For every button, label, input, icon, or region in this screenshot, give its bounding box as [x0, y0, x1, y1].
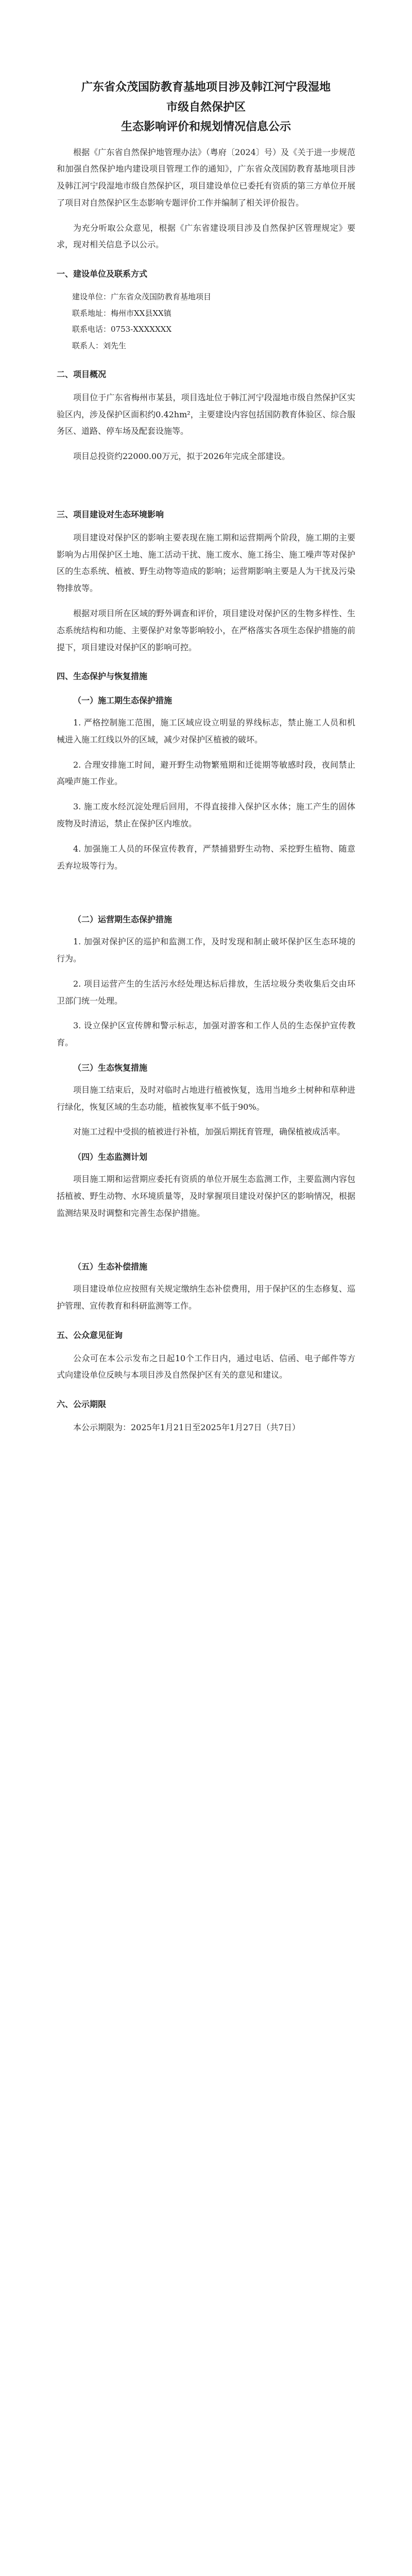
- paragraph: 2. 项目运营产生的生活污水经处理达标后排放，生活垃圾分类收集后交由环卫部门统一处理。: [57, 978, 355, 1006]
- paragraph: 2. 合理安排施工时间，避开野生动物繁殖期和迁徙期等敏感时段，夜间禁止高噪声施工作业。: [57, 759, 355, 787]
- section-heading: 二、项目概况: [57, 369, 107, 380]
- paragraph: 项目建设对保护区的影响主要表现在施工期和运营期两个阶段，施工期的主要影响为占用保护区土地、施工活动干扰、施工废水、施工扬尘、施工噪声等对保护区的生态系统、植被、野生动物等造成的影响；运营期影响主要是人为干扰及污染物排放等。: [57, 532, 355, 594]
- subsection-heading: （五）生态补偿措施: [73, 1262, 148, 1272]
- paragraph: 为充分听取公众意见，根据《广东省建设项目涉及自然保护区管理规定》要求，现对相关信息予以公示。: [57, 223, 355, 250]
- paragraph: 项目建设单位应按照有关规定缴纳生态补偿费用，用于保护区的生态修复、巡护管理、宣传教育和科研监测等工作。: [57, 1284, 355, 1311]
- paragraph: 项目施工结束后，及时对临时占地进行植被恢复，选用当地乡土树种和草种进行绿化，恢复区域的生态功能，植被恢复率不低于90%。: [57, 1084, 355, 1112]
- paragraph: 3. 施工废水经沉淀处理后回用，不得直接排入保护区水体；施工产生的固体废物及时清运，禁止在保护区内堆放。: [57, 802, 355, 829]
- info-line: 联系地址：梅州市XX县XX镇: [72, 308, 171, 318]
- paragraph: 3. 设立保护区宣传牌和警示标志，加强对游客和工作人员的生态保护宣传教育。: [57, 1021, 355, 1048]
- section-heading: 四、生态保护与恢复措施: [57, 671, 148, 682]
- paragraph: 项目施工期和运营期应委托有资质的单位开展生态监测工作，主要监测内容包括植被、野生动物、水环境质量等，及时掌握项目建设对保护区的影响情况，根据监测结果及时调整和完善生态保护措施。: [57, 1174, 355, 1218]
- contact-info: [72, 289, 355, 354]
- section-heading: 五、公众意见征询: [57, 1330, 123, 1340]
- paragraph: 公众可在本公示发布之日起10个工作日内，通过电话、信函、电子邮件等方式向建设单位反映与本项目涉及自然保护区有关的意见和建议。: [57, 1353, 355, 1380]
- paragraph: 对施工过程中受损的植被进行补植，加强后期抚育管理，确保植被成活率。: [73, 1127, 346, 1137]
- info-line: 建设单位：广东省众茂国防教育基地项目: [72, 292, 212, 302]
- title-line-2: 市级自然保护区: [166, 100, 246, 114]
- title-line-3: 生态影响评价和规划情况信息公示: [121, 120, 291, 133]
- paragraph: 项目总投资约22000.00万元，拟于2026年完成全部建设。: [73, 451, 290, 462]
- section-heading: 六、公示期限: [57, 1399, 107, 1410]
- info-line: 联系人：刘先生: [72, 341, 127, 350]
- paragraph: 1. 加强对保护区的巡护和监测工作，及时发现和制止破坏保护区生态环境的行为。: [57, 937, 355, 963]
- subsection-heading: （三）生态恢复措施: [73, 1062, 148, 1073]
- section-heading: 三、项目建设对生态环境影响: [57, 510, 164, 520]
- paragraph: 本公示期限为：2025年1月21日至2025年1月27日（共7日）: [73, 1422, 300, 1432]
- section-heading: 一、建设单位及联系方式: [57, 269, 148, 279]
- subsection-heading: （二）运营期生态保护措施: [73, 914, 173, 925]
- paragraph: 根据《广东省自然保护地管理办法》（粤府〔2024〕号）及《关于进一步规范和加强自然保护地内建设项目管理工作的通知》，广东省众茂国防教育基地项目涉及韩江河宁段湿地市级自然保护区，项目建设单位已委托有资质的第三方单位开展了项目对自然保护区生态影响专题评价工作并编制了相关评价报告。: [57, 147, 355, 208]
- paragraph: 项目位于广东省梅州市某县，项目选址位于韩江河宁段湿地市级自然保护区实验区内，涉及保护区面积约0.42hm²，主要建设内容包括国防教育体验区、综合服务区、道路、停车场及配套设施等。: [57, 392, 355, 436]
- paragraph: 4. 加强施工人员的环保宣传教育，严禁捕猎野生动物、采挖野生植物、随意丢弃垃圾等行为。: [57, 843, 355, 871]
- subsection-heading: （一）施工期生态保护措施: [73, 696, 173, 706]
- paragraph: 根据对项目所在区域的野外调查和评价，项目建设对保护区的生物多样性、生态系统结构和功能、主要保护对象等影响较小，在严格落实各项生态保护措施的前提下，项目建设对保护区的影响可控。: [57, 608, 355, 652]
- subsection-heading: （四）生态监测计划: [73, 1152, 148, 1162]
- paragraph: 1. 严格控制施工范围，施工区域应设立明显的界线标志，禁止施工人员和机械进入施工红线以外的区域，减少对保护区植被的破坏。: [57, 718, 355, 744]
- title-line-1: 广东省众茂国防教育基地项目涉及韩江河宁段湿地: [81, 80, 331, 94]
- doc-title: [57, 77, 355, 137]
- info-line: 联系电话：0753-XXXXXXX: [72, 325, 171, 334]
